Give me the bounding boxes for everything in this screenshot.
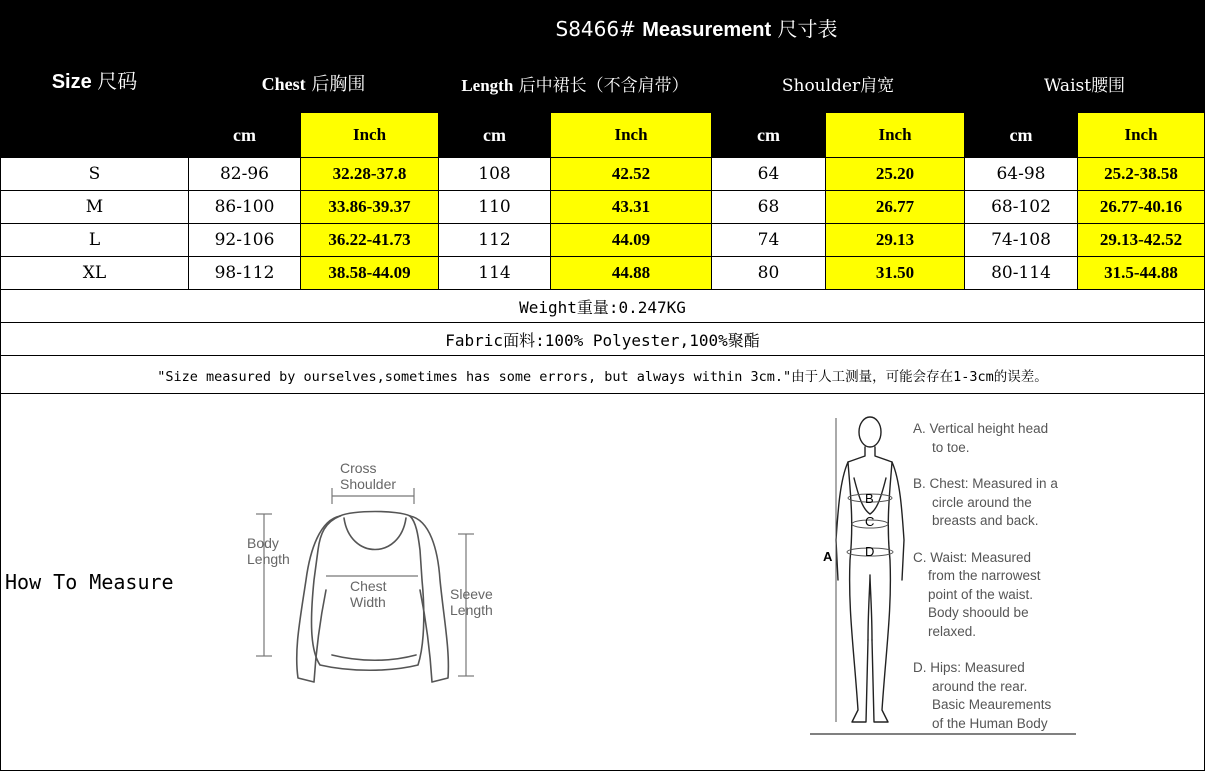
waist-inch-cell: 29.13-42.52	[1078, 224, 1205, 257]
length-inch-cell: 44.09	[551, 224, 712, 257]
letter-d: D	[865, 544, 875, 559]
length-cm-cell: 114	[439, 257, 551, 290]
chest-header: Chest 后胸围	[189, 54, 439, 113]
chest-inch-cell: 36.22-41.73	[301, 224, 439, 257]
size-cell: S	[1, 158, 189, 191]
size-header: Size 尺码	[1, 1, 189, 158]
waist-cm-cell: 74-108	[965, 224, 1078, 257]
note-d: D. Hips: Measured around the rear. Basic Meaurements of the Human Body	[913, 660, 1052, 731]
length-cm-cell: 112	[439, 224, 551, 257]
letter-c: C	[865, 514, 875, 529]
waist-inch-unit: Inch	[1078, 113, 1205, 158]
length-header: Length 后中裙长（不含肩带）	[439, 54, 712, 113]
shoulder-inch-cell: 26.77	[826, 191, 965, 224]
note-b: B. Chest: Measured in a circle around the breasts and back.	[913, 476, 1058, 528]
size-cell: M	[1, 191, 189, 224]
note-a: A. Vertical height head to toe.	[913, 421, 1049, 455]
length-inch-cell: 44.88	[551, 257, 712, 290]
length-inch-cell: 42.52	[551, 158, 712, 191]
table-row	[1, 257, 1205, 290]
shoulder-cm-cell: 80	[712, 257, 826, 290]
waist-inch-cell: 31.5-44.88	[1078, 257, 1205, 290]
length-cm-unit: cm	[439, 113, 551, 158]
chest-cm-cell: 98-112	[189, 257, 301, 290]
waist-cm-cell: 80-114	[965, 257, 1078, 290]
length-inch-unit: Inch	[551, 113, 712, 158]
shoulder-cm-unit: cm	[712, 113, 826, 158]
body-notes	[913, 420, 1093, 733]
chest-cm-cell: 82-96	[189, 158, 301, 191]
length-inch-cell: 43.31	[551, 191, 712, 224]
table-row	[1, 191, 1205, 224]
chest-inch-cell: 32.28-37.8	[301, 158, 439, 191]
size-cell: L	[1, 224, 189, 257]
shoulder-cm-cell: 74	[712, 224, 826, 257]
shoulder-header: Shoulder肩宽	[712, 54, 965, 113]
note-c: C. Waist: Measured from the narrowest point of the waist. Body shoould be relaxed.	[913, 549, 1041, 639]
waist-cm-cell: 64-98	[965, 158, 1078, 191]
cross-shoulder-label: Cross Shoulder	[340, 460, 397, 492]
shoulder-cm-cell: 68	[712, 191, 826, 224]
size-cell: XL	[1, 257, 189, 290]
chart-title: S8466# Measurement 尺寸表	[189, 1, 1205, 54]
body-figure	[810, 410, 910, 740]
weight-row: Weight重量:0.247KG	[1, 290, 1205, 323]
fabric-row: Fabric面料:100% Polyester,100%聚酯	[1, 323, 1205, 356]
shoulder-inch-cell: 29.13	[826, 224, 965, 257]
waist-cm-unit: cm	[965, 113, 1078, 158]
measurement-note: "Size measured by ourselves,sometimes has some errors, but always within 3cm."由于人工测量，可能会存在1-3cm的误差。	[1, 356, 1205, 394]
chest-width-label: Chest Width	[350, 578, 387, 610]
shoulder-cm-cell: 64	[712, 158, 826, 191]
letter-b: B	[865, 491, 874, 506]
figure-baseline	[910, 733, 1076, 735]
sleeve-length-label: Sleeve Length	[450, 586, 493, 618]
chest-inch-cell: 33.86-39.37	[301, 191, 439, 224]
table-row	[1, 158, 1205, 191]
chest-cm-cell: 86-100	[189, 191, 301, 224]
how-to-measure-label: How To Measure	[5, 570, 174, 594]
waist-inch-cell: 26.77-40.16	[1078, 191, 1205, 224]
waist-header: Waist腰围	[965, 54, 1205, 113]
shoulder-inch-cell: 25.20	[826, 158, 965, 191]
shoulder-inch-unit: Inch	[826, 113, 965, 158]
length-cm-cell: 108	[439, 158, 551, 191]
table-row	[1, 224, 1205, 257]
chest-inch-cell: 38.58-44.09	[301, 257, 439, 290]
waist-inch-cell: 25.2-38.58	[1078, 158, 1205, 191]
chest-inch-unit: Inch	[301, 113, 439, 158]
chest-cm-unit: cm	[189, 113, 301, 158]
body-length-label: Body Length	[247, 535, 290, 567]
shoulder-inch-cell: 31.50	[826, 257, 965, 290]
length-cm-cell: 110	[439, 191, 551, 224]
letter-a: A	[823, 549, 833, 564]
waist-cm-cell: 68-102	[965, 191, 1078, 224]
chest-cm-cell: 92-106	[189, 224, 301, 257]
